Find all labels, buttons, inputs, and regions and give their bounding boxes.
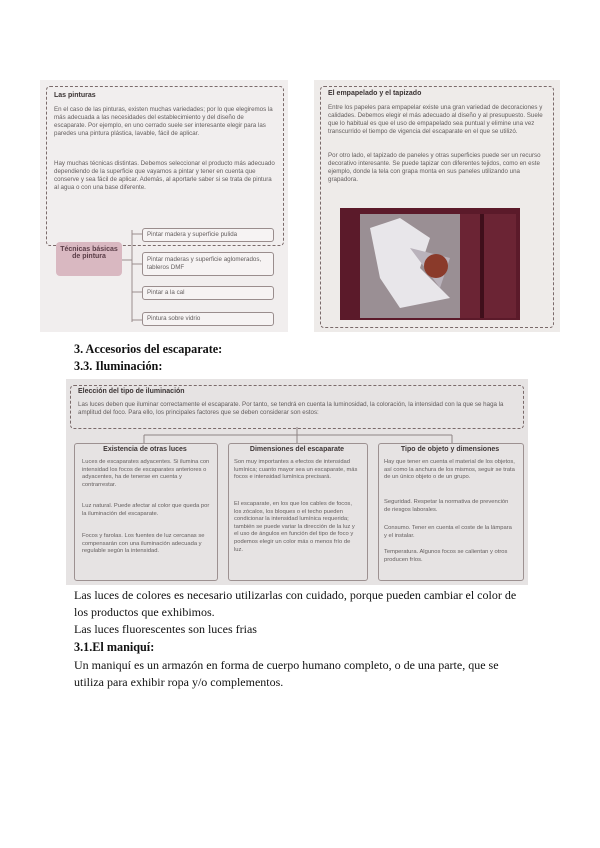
column-item: Son muy importantes a efectos de intensidad lumínica; cuanto mayor sea un escaparate, más focos e intensidad lumínica precisará. xyxy=(234,459,358,481)
column-item: Temperatura. Algunos focos se calientan y otros producen fríos. xyxy=(384,549,508,563)
body-text-line: los productos que exhibimos. xyxy=(74,605,215,619)
wallpaper-paragraph-1: Entre los papeles para empapelar existe una gran variedad de decoraciones y calidades. Debemos elegir el más adecuado al diseño y al presupuesto. Suele que lo habitual es que el uso de empapelado sea puntual y elimine una vez transcurrido el tiempo de vigencia del escaparate en el que se utilizó. xyxy=(328,104,543,135)
section-heading-accessories: 3. Accesorios del escaparate: xyxy=(74,342,223,356)
body-text-line: Las luces fluorescentes son luces frias xyxy=(74,622,257,636)
column-item: El escaparate, en los que los cables de focos, los zócalos, los bloques o el techo pueden condicionar la intensidad lumínica requerida; también se puede variar la dirección de la luz y el uso de ángulos en función del tipo de foco y podemos elegir un color más o menos frío de luz. xyxy=(234,501,355,553)
upholstered-panel-image xyxy=(340,208,520,320)
paints-paragraph-1: En el caso de las pinturas, existen muchas variedades; por lo que elegiremos la más adecuada a las necesidades del establecimiento y del diseño de escaparate. Por ejemplo, en uno cerrado suele ser interesante elegir para las paredes una pintura plástica, lavable, fácil de aplicar. xyxy=(54,106,273,137)
section-heading-lighting: 3.3. Iluminación: xyxy=(74,359,163,373)
column-title: Existencia de otras luces xyxy=(103,446,187,453)
techniques-badge: Técnicas básicas de pintura xyxy=(56,242,122,276)
column-item: Luces de escaparates adyacentes. Si ilumina con intensidad los focos de escaparates anteriores o adyacentes, ha de tenerse en cuenta y contrarrestar. xyxy=(82,459,210,488)
column-item: Luz natural. Puede afectar al color que queda por la iluminación del escaparate. xyxy=(82,503,210,517)
decorative-fabric-icon xyxy=(340,208,520,320)
column-item: Focos y farolas. Los fuentes de luz cercanas se compensarán con una iluminación adecuada y regulable según la intensidad. xyxy=(82,533,205,555)
body-text-line: utiliza para exhibir ropa y/o complementos. xyxy=(74,675,284,689)
column-item: Seguridad. Respetar la normativa de prevención de riesgos laborales. xyxy=(384,499,509,513)
column-title: Dimensiones del escaparate xyxy=(249,446,345,453)
body-text-line: Un maniquí es un armazón en forma de cuerpo humano completo, o de una parte, que se xyxy=(74,658,499,672)
body-text-line: Las luces de colores es necesario utilizarlas con cuidado, porque pueden cambiar el color de xyxy=(74,588,517,602)
column-title: Tipo de objeto y dimensiones xyxy=(400,446,500,453)
paint-page-photo xyxy=(40,80,288,332)
technique-item: Pintar madera y superficie pulida xyxy=(142,228,274,242)
techniques-connector xyxy=(122,230,142,326)
lighting-connector xyxy=(66,427,528,443)
lighting-intro: Las luces deben que iluminar correctamente el escaparate. Por tanto, se tendrá en cuenta la luminosidad, la coloración, la intensidad con la que se haga la amplitud del foco. Para ello, los principales factores que se deben considerar son estos: xyxy=(78,401,504,416)
technique-item: Pintar maderas y superficie aglomerados, tableros DMF xyxy=(142,252,274,276)
paints-paragraph-2: Hay muchas técnicas distintas. Debemos seleccionar el producto más adecuado dependiendo de la superficie que vayamos a pintar y tener en cuenta que conserve y sea fácil de aplicar. Además, al aportarle saber si se trata de pintura al agua o con una base diferente. xyxy=(54,160,275,191)
lighting-title: Elección del tipo de iluminación xyxy=(78,388,185,395)
column-item: Hay que tener en cuenta el material de los objetos, así como la anchura de los mismos, seguir se trata de un único objeto o de un grupo. xyxy=(384,459,515,481)
wallpaper-page-photo xyxy=(314,80,560,332)
column-item: Consumo. Tener en cuenta el coste de la lámpara y el instalar. xyxy=(384,525,512,539)
technique-item: Pintura sobre vidrio xyxy=(142,312,274,326)
lighting-page-photo xyxy=(66,379,528,585)
wallpaper-title: El empapelado y el tapizado xyxy=(328,90,422,97)
section-heading-mannequin: 3.1.El maniquí: xyxy=(74,640,155,654)
wallpaper-paragraph-2: Por otro lado, el tapizado de paneles y otras superficies puede ser un recurso decorativo interesante. Se puede tapizar con diferentes tejidos, como en este ejemplo, donde la tela con grapa monta en sus paneles utilizando una grapadora. xyxy=(328,152,541,183)
paints-title: Las pinturas xyxy=(54,92,96,99)
technique-item: Pintar a la cal xyxy=(142,286,274,300)
